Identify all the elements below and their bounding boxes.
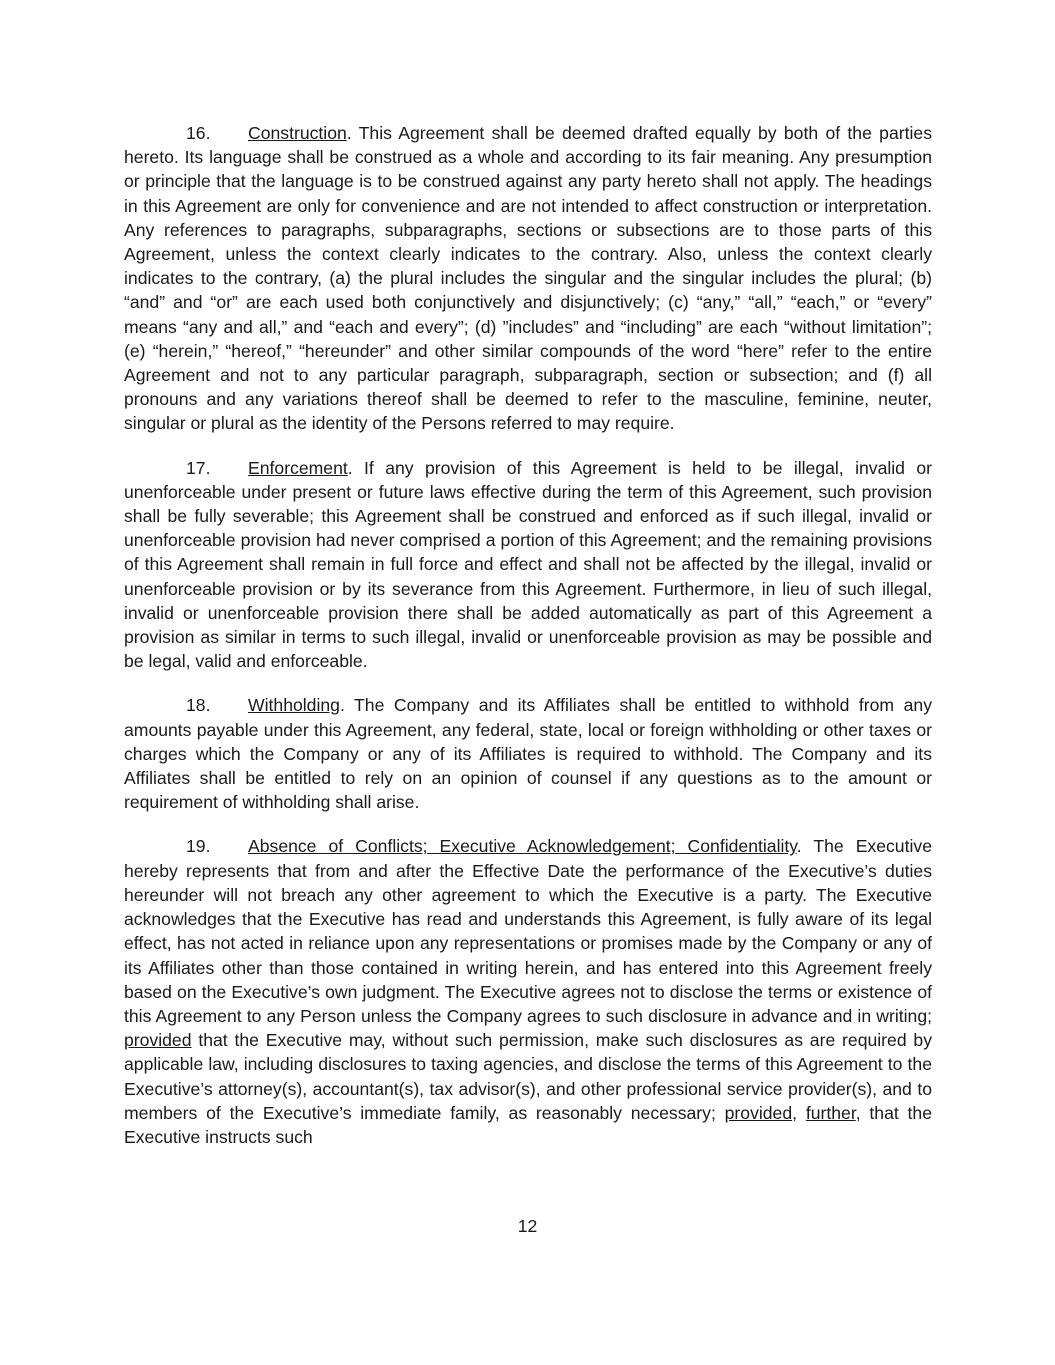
section-18: [124, 693, 932, 814]
section-heading: Enforcement: [248, 457, 348, 478]
section-heading: Construction: [248, 123, 347, 143]
section-body: that the Executive may, without such permission, make such disclosures as are required by applicable law, including disclosures to taxing agencies, and disclose the terms of this Agreement to the Executive’s attorney(s), accountant(s), tax advisor(s), and other professional service provider(s), and to members of the Executive’s immediate family, as reasonably necessary;: [124, 1030, 932, 1123]
section-heading: Withholding: [248, 695, 340, 716]
page-number: 12: [517, 1216, 538, 1236]
provided-term: provided: [724, 1102, 793, 1123]
section-number: 16.: [186, 123, 211, 143]
section-heading: Absence of Conflicts; Executive Acknowledgement; Confidentiality: [248, 836, 797, 857]
section-body: , that the Executive instructs such: [124, 1102, 932, 1147]
section-number: 18.: [186, 695, 211, 716]
section-body: . The Executive hereby represents that from and after the Effective Date the performance of the Executive’s duties hereunder will not breach any other agreement to which the Executive is a party. The Executive acknowledges that the Executive has read and understands this Agreement, is fully aware of its legal effect, has not acted in reliance upon any representations or promises made by the Company or any of its Affiliates other than those contained in writing herein, and has entered into this Agreement freely based on the Executive’s own judgment. The Executive agrees not to disclose the terms or existence of this Agreement to any Person unless the Company agrees to such disclosure in advance and in writing;: [124, 836, 932, 1026]
section-17: [124, 456, 932, 674]
provided-term: provided: [124, 1030, 192, 1051]
section-number: 17.: [186, 457, 211, 478]
separator: ,: [792, 1102, 806, 1123]
section-number: 19.: [186, 836, 211, 857]
section-body: . This Agreement shall be deemed drafted equally by both of the parties hereto. Its language shall be construed as a whole and according to its fair meaning. Any presumption or principle that the language is to be construed against any party hereto shall not apply. The headings in this Agreement are only for convenience and are not intended to affect construction or interpretation. Any references to paragraphs, subparagraphs, sections or subsections are to those parts of this Agreement, unless the context clearly indicates to the contrary. Also, unless the context clearly indicates to the contrary, (a) the plural includes the singular and the singular includes the plural; (b) “and” and “or” are each used both conjunctively and disjunctively; (c) “any,” “all,” “each,” or “every” means “any and all,” and “each and every”; (d) ”includes” and “including” are each “without limitation”; (e) “herein,” “hereof,” “hereunder” and other similar compounds of the word “here” refer to the entire Agreement and not to any particular paragraph, subparagraph, section or subsection; and (f) all pronouns and any variations thereof shall be deemed to refer to the masculine, feminine, neuter, singular or plural as the identity of the Persons referred to may require.: [124, 123, 932, 434]
document-page: [124, 121, 932, 1169]
further-term: further: [805, 1102, 856, 1123]
section-16: [124, 121, 932, 436]
section-body: . If any provision of this Agreement is held to be illegal, invalid or unenforceable under present or future laws effective during the term of this Agreement, such provision shall be fully severable; this Agreement shall be construed and enforced as if such illegal, invalid or unenforceable provision had never comprised a portion of this Agreement; and the remaining provisions of this Agreement shall remain in full force and effect and shall not be affected by the illegal, invalid or unenforceable provision or by its severance from this Agreement. Furthermore, in lieu of such illegal, invalid or unenforceable provision there shall be added automatically as part of this Agreement a provision as similar in terms to such illegal, invalid or unenforceable provision as may be possible and be legal, valid and enforceable.: [124, 457, 932, 672]
section-19: [124, 834, 932, 1149]
section-body: . The Company and its Affiliates shall be entitled to withhold from any amounts payable under this Agreement, any federal, state, local or foreign withholding or other taxes or charges which the Company or any of its Affiliates is required to withhold. The Company and its Affiliates shall be entitled to rely on an opinion of counsel if any questions as to the amount or requirement of withholding shall arise.: [124, 695, 932, 813]
